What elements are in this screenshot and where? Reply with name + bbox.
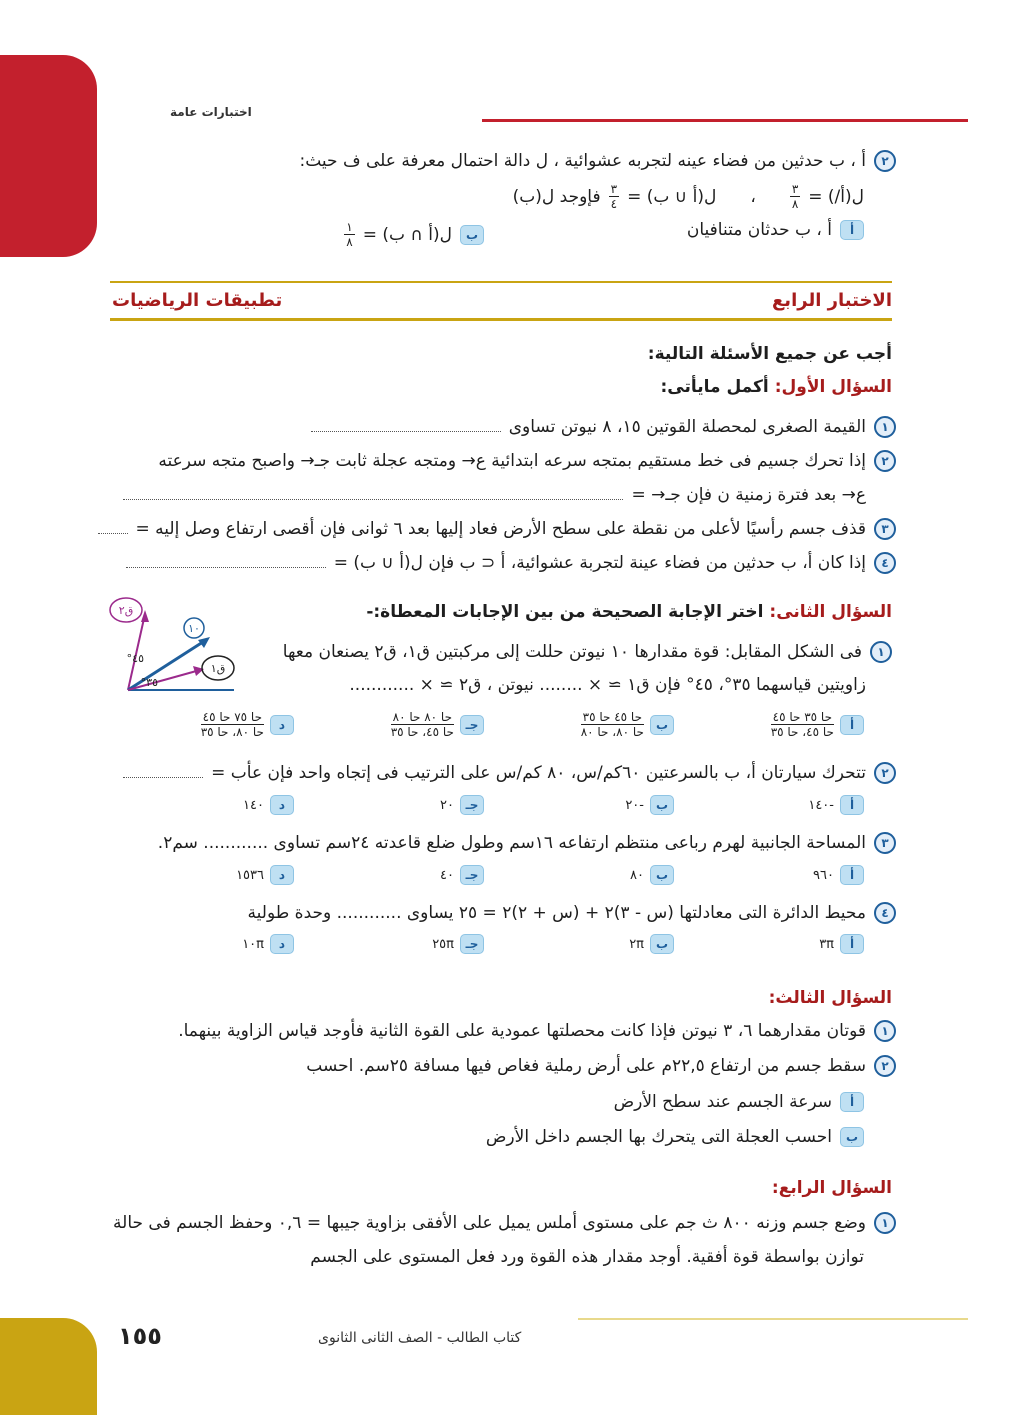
- item-number: ١: [874, 1212, 896, 1234]
- fraction: $\frac{٣}{٨}$: [791, 182, 799, 211]
- option-label: أ: [840, 220, 864, 240]
- option-b[interactable]: [625, 795, 674, 815]
- option-text: ١٠π: [242, 936, 264, 952]
- expr-a: ل(أ/) =: [808, 186, 864, 207]
- item-text: قوتان مقدارهما ٦، ٣ نيوتن فإذا كانت محصلتها عمودية على القوة الثانية فأوجد قياس الزاوية بينهما.: [178, 1021, 866, 1041]
- top-question-line1: [299, 150, 896, 172]
- option-text: ٩٦٠: [813, 867, 834, 883]
- option-text: ٢٥π: [432, 936, 454, 952]
- sub-text: سرعة الجسم عند سطح الأرض: [613, 1092, 832, 1112]
- q2-title: السؤال الثانى:: [769, 602, 892, 622]
- answer-blank[interactable]: [126, 558, 326, 568]
- section-bottom-rule: [110, 318, 892, 321]
- option-fraction: $\frac{\text{حا ٨٠ حا ٨٠}}{\text{حا ٤٥، حا ٣٥}}$: [390, 710, 454, 739]
- option-a[interactable]: [808, 795, 864, 815]
- gold-side-tab: [0, 1318, 97, 1415]
- expr-b: ل(أ ∪ ب) =: [627, 186, 717, 207]
- q2-item: [283, 641, 892, 663]
- option-text: ٢٠: [440, 797, 454, 813]
- option-label: ب: [650, 934, 674, 954]
- section-top-rule: [110, 281, 892, 283]
- option-b[interactable]: [630, 865, 674, 885]
- q2-item: [123, 762, 896, 784]
- angle-35-label: ٣٥°: [140, 676, 158, 689]
- angle-45-label: ٤٥°: [126, 652, 144, 665]
- option-label: د: [270, 934, 294, 954]
- q3-sub-item: [614, 1092, 864, 1112]
- item-number: ٢: [874, 762, 896, 784]
- option-b[interactable]: [581, 710, 674, 739]
- q1-subtitle: أكمل مايأتى:: [660, 377, 769, 397]
- footer-rule: [578, 1318, 968, 1320]
- option-c[interactable]: [391, 710, 484, 739]
- option-text: -١٤٠: [808, 797, 834, 813]
- sub-label: ب: [840, 1127, 864, 1147]
- option-c[interactable]: [440, 795, 484, 815]
- option-label: جـ: [460, 934, 484, 954]
- item-text: ع→ بعد فترة زمنية ن فإن جـ→ =: [631, 485, 866, 505]
- option-label: جـ: [460, 715, 484, 735]
- question-number: ٢: [874, 150, 896, 172]
- sub-label: أ: [840, 1092, 864, 1112]
- q2-item: [158, 832, 896, 854]
- option-text: -٢٠: [625, 797, 644, 813]
- question-text: أ ، ب حدثين من فضاء عينه لتجربه عشوائية ، ل دالة احتمال معرفة على ف حيث:: [299, 151, 866, 171]
- option-text: ٢π: [629, 936, 644, 952]
- q1-item-cont: [123, 485, 866, 505]
- component-f2-label: ق٢: [118, 604, 134, 617]
- q3-title: السؤال الثالث:: [768, 988, 892, 1008]
- option-fraction: $\frac{\text{حا ٤٥ حا ٣٥}}{\text{حا ٨٠، حا ٨٠}}$: [580, 710, 644, 739]
- q4-title: السؤال الرابع:: [771, 1178, 892, 1198]
- option-d[interactable]: [242, 934, 294, 954]
- separator: ،: [750, 186, 756, 207]
- q2-heading: [366, 602, 892, 622]
- option-label: أ: [840, 934, 864, 954]
- option-a[interactable]: [819, 934, 864, 954]
- q1-heading: [660, 377, 892, 397]
- exam-title: الاختبار الرابع: [772, 290, 892, 311]
- item-number: ٢: [874, 450, 896, 472]
- option-a[interactable]: [771, 710, 864, 739]
- header-rule: [482, 119, 968, 122]
- item-text: توازن بواسطة قوة أفقية. أوجد مقدار هذه القوة ورد فعل المستوى على الجسم: [310, 1247, 864, 1267]
- subject-title: تطبيقات الرياضيات: [112, 290, 283, 311]
- top-option-a: [687, 220, 864, 240]
- q2-subtitle: اختر الإجابة الصحيحة من بين الإجابات المعطاة:-: [366, 602, 764, 622]
- option-b[interactable]: [629, 934, 674, 954]
- option-text: ٣π: [819, 936, 834, 952]
- q2-item-cont: [349, 675, 866, 695]
- item-number: ٤: [874, 552, 896, 574]
- item-text: المساحة الجانبية لهرم رباعى منتظم ارتفاعه ١٦سم وطول ضلع قاعدته ٢٤سم تساوى ............ سم٢.: [157, 833, 866, 853]
- red-side-tab: [0, 55, 97, 257]
- force-diagram: [108, 592, 238, 702]
- option-text: ٤٠: [440, 867, 454, 883]
- q1-title: السؤال الأول:: [774, 377, 892, 397]
- answer-blank[interactable]: [311, 422, 501, 432]
- option-label: جـ: [460, 865, 484, 885]
- option-c[interactable]: [432, 934, 484, 954]
- fraction: $\frac{١}{٨}$: [346, 220, 353, 249]
- fraction: $\frac{٣}{٤}$: [610, 182, 618, 211]
- item-text: محيط الدائرة التى معادلتها (س - ٣)٢ + (س + ٢)٢ = ٢٥ يساوى ............ وحدة طولية: [247, 903, 866, 923]
- option-d[interactable]: [243, 795, 294, 815]
- intro-text: أجب عن جميع الأسئلة التالية:: [647, 344, 892, 364]
- item-text: القيمة الصغرى لمحصلة القوتين ١٥، ٨ نيوتن تساوى: [508, 417, 866, 437]
- item-number: ١: [870, 641, 892, 663]
- header-title: اختبارات عامة: [170, 105, 252, 119]
- item-text: وضع جسم وزنه ٨٠٠ ث جم على مستوى أملس يميل على الأفقى بزاوية جيبها = ٠,٦ وحفظ الجسم فى حالة: [113, 1213, 866, 1233]
- q2-item: [248, 902, 896, 924]
- option-fraction: $\frac{\text{حا ٧٥ حا ٤٥}}{\text{حا ٨٠، حا ٣٥}}$: [200, 710, 264, 739]
- option-text: ٨٠: [630, 867, 644, 883]
- option-label: أ: [840, 715, 864, 735]
- item-number: ٣: [874, 832, 896, 854]
- q1-item: [158, 450, 896, 472]
- item-number: ٤: [874, 902, 896, 924]
- item-number: ٣: [874, 518, 896, 540]
- option-text: ١٥٣٦: [236, 867, 264, 883]
- option-label: د: [270, 865, 294, 885]
- q1-item: [311, 416, 896, 438]
- answer-blank[interactable]: [98, 524, 128, 534]
- option-text: أ ، ب حدثان متنافيان: [686, 220, 832, 240]
- option-label: ب: [650, 715, 674, 735]
- footer-book-title: كتاب الطالب - الصف الثانى الثانوى: [318, 1330, 522, 1346]
- answer-blank[interactable]: [123, 490, 623, 500]
- item-number: ١: [874, 1020, 896, 1042]
- option-text: ل(أ ∩ ب) =: [362, 224, 452, 245]
- item-number: ٢: [874, 1055, 896, 1077]
- option-label: د: [270, 795, 294, 815]
- item-text: سقط جسم من ارتفاع ٢٢,٥م على أرض رملية فغاص فيها مسافة ٢٥سم. احسب: [306, 1056, 866, 1076]
- option-label: جـ: [460, 795, 484, 815]
- q3-item: [306, 1055, 896, 1077]
- option-c[interactable]: [440, 865, 484, 885]
- sub-text: احسب العجلة التى يتحرك بها الجسم داخل الأرض: [485, 1127, 832, 1147]
- q3-item: [178, 1020, 896, 1042]
- item-text: قذف جسم رأسيًا لأعلى من نقطة على سطح الأرض فعاد إليها بعد ٦ ثوانى فإن أقصى ارتفاع وصل إليه =: [135, 519, 866, 539]
- option-a[interactable]: [813, 865, 864, 885]
- q1-item: [98, 518, 897, 540]
- item-number: ١: [874, 416, 896, 438]
- force-magnitude-label: ١٠: [188, 622, 200, 635]
- option-label: ب: [650, 795, 674, 815]
- q3-sub-item: [486, 1127, 864, 1147]
- item-text: إذا تحرك جسيم فى خط مستقيم بمتجه سرعه ابتدائية ع→ ومتجه عجلة ثابت جـ→ واصبح متجه سرعته: [158, 451, 866, 471]
- option-label: أ: [840, 795, 864, 815]
- answer-blank[interactable]: [123, 768, 203, 778]
- option-d[interactable]: [201, 710, 294, 739]
- q4-item: [113, 1212, 896, 1234]
- q4-item-cont: [310, 1247, 864, 1267]
- option-label: ب: [650, 865, 674, 885]
- component-f1-label: ق١: [210, 662, 226, 675]
- top-question-line2: [513, 182, 864, 211]
- option-label: ب: [460, 225, 484, 245]
- page-number: ١٥٥: [118, 1322, 162, 1350]
- top-option-b: [344, 220, 484, 249]
- option-label: أ: [840, 865, 864, 885]
- q1-item: [126, 552, 896, 574]
- option-d[interactable]: [236, 865, 294, 885]
- option-label: د: [270, 715, 294, 735]
- item-text: تتحرك سيارتان أ، ب بالسرعتين ٦٠كم/س، ٨٠ كم/س على الترتيب فى إتجاه واحد فإن عأب =: [211, 763, 866, 783]
- item-text: إذا كان أ، ب حدثين من فضاء عينة لتجربة عشوائية، أ ⊂ ب فإن ل(أ ∪ ب) =: [333, 553, 866, 573]
- item-text: زاويتين قياسهما ٣٥°، ٤٥° فإن ق١ ≃ × ........ نيوتن ، ق٢ ≃ × ............: [349, 675, 866, 695]
- option-text: ١٤٠: [243, 797, 264, 813]
- option-fraction: $\frac{\text{حا ٣٥ حا ٤٥}}{\text{حا ٤٥، حا ٣٥}}$: [770, 710, 834, 739]
- expr-c: فإوجد ل(ب): [512, 186, 601, 207]
- item-text: فى الشكل المقابل: قوة مقدارها ١٠ نيوتن حللت إلى مركبتين ق١، ق٢ يصنعان معها: [282, 642, 862, 662]
